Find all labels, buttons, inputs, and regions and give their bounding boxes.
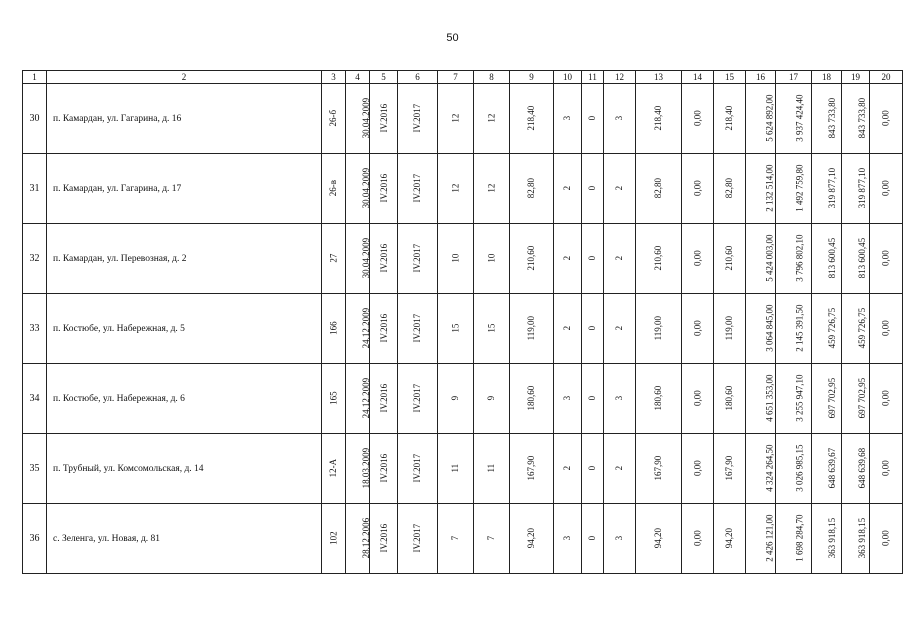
cell-c4	[346, 154, 370, 224]
column-number: 1	[23, 71, 47, 84]
column-number: 13	[636, 71, 682, 84]
cell-c12	[604, 154, 636, 224]
cell-value: 18.03.2009	[361, 448, 372, 489]
cell-value: IV.2016	[379, 454, 390, 483]
cell-c7	[438, 84, 474, 154]
cell-value: 843 733,80	[827, 98, 838, 139]
cell-c14	[682, 364, 714, 434]
cell-value: 11	[450, 464, 461, 473]
cell-value: 363 918,15	[827, 518, 838, 559]
cell-value: 0,00	[692, 460, 703, 477]
cell-value: 0,00	[692, 180, 703, 197]
cell-c10	[554, 364, 582, 434]
column-number: 16	[746, 71, 776, 84]
cell-value: IV.2017	[412, 384, 423, 413]
column-number: 3	[322, 71, 346, 84]
cell-value: IV.2017	[412, 174, 423, 203]
cell-c15	[714, 224, 746, 294]
cell-value: 5 424 003,00	[764, 234, 775, 283]
address-cell: п. Камардан, ул. Гагарина, д. 17	[47, 154, 322, 224]
cell-c15	[714, 294, 746, 364]
cell-c12	[604, 434, 636, 504]
cell-value: 9	[486, 396, 497, 401]
cell-value: 3	[562, 116, 573, 121]
column-number: 17	[776, 71, 812, 84]
cell-c3	[322, 434, 346, 504]
column-number: 9	[510, 71, 554, 84]
cell-c4	[346, 84, 370, 154]
cell-c17	[776, 294, 812, 364]
cell-value: 12	[486, 184, 497, 193]
cell-c3	[322, 364, 346, 434]
cell-value: 2	[614, 186, 625, 191]
cell-c10	[554, 434, 582, 504]
cell-c7	[438, 154, 474, 224]
column-number: 11	[582, 71, 604, 84]
column-number: 12	[604, 71, 636, 84]
cell-value: 2 426 121,00	[764, 514, 775, 563]
cell-c18	[812, 504, 842, 574]
cell-c20	[870, 154, 903, 224]
table-row	[23, 364, 903, 434]
housing-table	[22, 70, 903, 574]
cell-value: 94,20	[526, 528, 537, 549]
cell-value: IV.2017	[412, 454, 423, 483]
address-cell: п. Камардан, ул. Перевозная, д. 2	[47, 224, 322, 294]
cell-c11	[582, 224, 604, 294]
cell-value: 2	[614, 466, 625, 471]
cell-value: 210,60	[653, 246, 664, 271]
cell-value: 843 733,80	[857, 98, 868, 139]
cell-value: 102	[328, 531, 339, 546]
cell-value: 12	[450, 184, 461, 193]
cell-value: 0	[587, 536, 598, 541]
cell-c14	[682, 504, 714, 574]
column-number: 2	[47, 71, 322, 84]
cell-value: 0	[587, 186, 598, 191]
cell-c12	[604, 224, 636, 294]
cell-c3	[322, 224, 346, 294]
cell-c6	[398, 434, 438, 504]
cell-c11	[582, 294, 604, 364]
cell-c20	[870, 504, 903, 574]
cell-value: 459 726,75	[827, 308, 838, 349]
cell-value: 30.04.2009	[361, 98, 372, 139]
cell-value: 0	[587, 256, 598, 261]
cell-value: 27	[328, 254, 339, 263]
cell-c6	[398, 364, 438, 434]
cell-value: IV.2017	[412, 244, 423, 273]
cell-value: 4 324 264,50	[764, 444, 775, 493]
cell-value: 319 877,10	[827, 168, 838, 209]
cell-value: 459 726,75	[857, 308, 868, 349]
cell-value: 0,00	[880, 390, 891, 407]
cell-c6	[398, 294, 438, 364]
cell-c7	[438, 294, 474, 364]
cell-value: 0	[587, 396, 598, 401]
cell-c20	[870, 434, 903, 504]
cell-value: 10	[450, 254, 461, 263]
cell-value: 180,60	[526, 386, 537, 411]
cell-c9	[510, 364, 554, 434]
cell-c14	[682, 154, 714, 224]
cell-c8	[474, 154, 510, 224]
cell-value: 167,90	[653, 456, 664, 481]
cell-c3	[322, 84, 346, 154]
cell-value: 0	[587, 326, 598, 331]
cell-value: 0,00	[692, 390, 703, 407]
cell-c18	[812, 154, 842, 224]
cell-value: 24.12.2009	[361, 378, 372, 419]
cell-c6	[398, 504, 438, 574]
cell-c13	[636, 434, 682, 504]
cell-c19	[842, 84, 870, 154]
cell-c7	[438, 364, 474, 434]
cell-c8	[474, 84, 510, 154]
cell-value: 12	[450, 114, 461, 123]
cell-c19	[842, 504, 870, 574]
cell-c9	[510, 434, 554, 504]
cell-value: 24.12.2009	[361, 308, 372, 349]
cell-c3	[322, 154, 346, 224]
address-cell: п. Камардан, ул. Гагарина, д. 16	[47, 84, 322, 154]
cell-c7	[438, 224, 474, 294]
cell-value: 1 492 759,80	[794, 164, 805, 213]
cell-c13	[636, 504, 682, 574]
cell-value: 0,00	[880, 250, 891, 267]
cell-c20	[870, 364, 903, 434]
cell-value: 0,00	[880, 180, 891, 197]
cell-c17	[776, 154, 812, 224]
cell-value: IV.2017	[412, 104, 423, 133]
cell-value: 119,00	[724, 316, 735, 341]
cell-value: 0,00	[692, 110, 703, 127]
cell-c14	[682, 294, 714, 364]
cell-value: 0	[587, 466, 598, 471]
cell-c15	[714, 154, 746, 224]
cell-c8	[474, 504, 510, 574]
cell-c15	[714, 434, 746, 504]
cell-c11	[582, 154, 604, 224]
cell-value: 813 600,45	[827, 238, 838, 279]
cell-value: 3	[562, 396, 573, 401]
cell-value: 319 877,10	[857, 168, 868, 209]
cell-value: 1 698 284,70	[794, 514, 805, 563]
cell-value: 0,00	[880, 320, 891, 337]
cell-c3	[322, 504, 346, 574]
cell-c18	[812, 224, 842, 294]
cell-value: IV.2016	[379, 104, 390, 133]
cell-c4	[346, 224, 370, 294]
cell-c16	[746, 154, 776, 224]
cell-c5	[370, 224, 398, 294]
cell-value: 0,00	[692, 530, 703, 547]
cell-value: 0,00	[880, 110, 891, 127]
column-number: 15	[714, 71, 746, 84]
cell-value: 2 145 391,50	[794, 304, 805, 353]
cell-c8	[474, 294, 510, 364]
cell-c5	[370, 434, 398, 504]
cell-value: IV.2016	[379, 314, 390, 343]
cell-value: 30.04.2009	[361, 168, 372, 209]
cell-value: IV.2017	[412, 314, 423, 343]
table-row	[23, 154, 903, 224]
cell-value: IV.2016	[379, 384, 390, 413]
cell-value: 210,60	[724, 246, 735, 271]
table-row	[23, 294, 903, 364]
cell-value: 15	[486, 324, 497, 333]
table-row	[23, 84, 903, 154]
cell-value: 0	[587, 116, 598, 121]
cell-c11	[582, 84, 604, 154]
cell-c9	[510, 294, 554, 364]
cell-value: 3 796 802,10	[794, 234, 805, 283]
cell-c6	[398, 224, 438, 294]
cell-c14	[682, 434, 714, 504]
cell-c7	[438, 434, 474, 504]
column-number: 5	[370, 71, 398, 84]
cell-value: 3	[614, 116, 625, 121]
cell-c5	[370, 84, 398, 154]
cell-c16	[746, 504, 776, 574]
cell-value: 2	[562, 326, 573, 331]
cell-value: 3 255 947,10	[794, 374, 805, 423]
cell-value: 218,40	[724, 106, 735, 131]
cell-value: 166	[328, 321, 339, 336]
cell-c14	[682, 224, 714, 294]
cell-c12	[604, 84, 636, 154]
cell-c11	[582, 504, 604, 574]
cell-value: 2	[562, 256, 573, 261]
cell-c11	[582, 364, 604, 434]
cell-c15	[714, 504, 746, 574]
cell-c19	[842, 434, 870, 504]
address-cell: п. Костюбе, ул. Набережная, д. 6	[47, 364, 322, 434]
column-number: 10	[554, 71, 582, 84]
cell-c4	[346, 504, 370, 574]
cell-c18	[812, 84, 842, 154]
cell-value: 218,40	[526, 106, 537, 131]
cell-value: 180,60	[724, 386, 735, 411]
cell-c4	[346, 294, 370, 364]
cell-value: 28.12.2006	[361, 518, 372, 559]
table-row	[23, 224, 903, 294]
cell-value: 10	[486, 254, 497, 263]
address-cell: с. Зеленга, ул. Новая, д. 81	[47, 504, 322, 574]
column-number: 20	[870, 71, 903, 84]
cell-c10	[554, 294, 582, 364]
cell-c5	[370, 504, 398, 574]
cell-c8	[474, 224, 510, 294]
page-number: 50	[446, 32, 459, 44]
cell-value: 119,00	[653, 316, 664, 341]
cell-c19	[842, 364, 870, 434]
cell-value: 7	[450, 536, 461, 541]
cell-c7	[438, 504, 474, 574]
cell-value: 94,20	[653, 528, 664, 549]
cell-c10	[554, 504, 582, 574]
cell-value: 0,00	[692, 250, 703, 267]
cell-c17	[776, 504, 812, 574]
cell-c20	[870, 84, 903, 154]
cell-value: 3	[562, 536, 573, 541]
cell-value: 697 702,95	[857, 378, 868, 419]
cell-value: 9	[450, 396, 461, 401]
cell-c18	[812, 364, 842, 434]
column-number: 18	[812, 71, 842, 84]
cell-value: 82,80	[724, 178, 735, 199]
cell-value: 2	[562, 186, 573, 191]
cell-c9	[510, 224, 554, 294]
cell-c5	[370, 364, 398, 434]
column-number: 4	[346, 71, 370, 84]
cell-c9	[510, 84, 554, 154]
row-number: 35	[23, 434, 47, 504]
cell-value: 813 600,45	[857, 238, 868, 279]
cell-value: 0,00	[880, 530, 891, 547]
cell-c20	[870, 294, 903, 364]
cell-value: 210,60	[526, 246, 537, 271]
cell-c17	[776, 434, 812, 504]
cell-c11	[582, 434, 604, 504]
cell-value: 94,20	[724, 528, 735, 549]
cell-value: 3	[614, 396, 625, 401]
cell-value: 3 064 845,00	[764, 304, 775, 353]
cell-value: 26-в	[328, 180, 339, 197]
cell-value: 12	[486, 114, 497, 123]
column-number: 14	[682, 71, 714, 84]
cell-c4	[346, 364, 370, 434]
cell-value: IV.2017	[412, 524, 423, 553]
cell-value: 3 026 985,15	[794, 444, 805, 493]
column-number: 8	[474, 71, 510, 84]
cell-c20	[870, 224, 903, 294]
cell-value: 15	[450, 324, 461, 333]
row-number: 33	[23, 294, 47, 364]
cell-c15	[714, 364, 746, 434]
cell-c5	[370, 294, 398, 364]
cell-c13	[636, 294, 682, 364]
cell-value: 5 624 892,00	[764, 94, 775, 143]
cell-value: 3 937 424,40	[794, 94, 805, 143]
row-number: 30	[23, 84, 47, 154]
cell-value: 30.04.2009	[361, 238, 372, 279]
cell-value: 2	[614, 256, 625, 261]
cell-c13	[636, 224, 682, 294]
row-number: 32	[23, 224, 47, 294]
cell-c6	[398, 154, 438, 224]
cell-c17	[776, 84, 812, 154]
cell-c6	[398, 84, 438, 154]
cell-value: 648 639,68	[857, 448, 868, 489]
cell-c9	[510, 504, 554, 574]
cell-c12	[604, 504, 636, 574]
cell-c10	[554, 224, 582, 294]
cell-value: IV.2016	[379, 174, 390, 203]
table-row	[23, 434, 903, 504]
cell-value: 697 702,95	[827, 378, 838, 419]
cell-c13	[636, 154, 682, 224]
cell-c16	[746, 434, 776, 504]
cell-c13	[636, 364, 682, 434]
cell-c15	[714, 84, 746, 154]
cell-value: 363 918,15	[857, 518, 868, 559]
cell-c3	[322, 294, 346, 364]
cell-value: 165	[328, 391, 339, 406]
column-number: 19	[842, 71, 870, 84]
cell-value: 7	[486, 536, 497, 541]
cell-value: 119,00	[526, 316, 537, 341]
cell-c18	[812, 294, 842, 364]
cell-c9	[510, 154, 554, 224]
cell-value: 218,40	[653, 106, 664, 131]
column-number: 7	[438, 71, 474, 84]
column-number: 6	[398, 71, 438, 84]
cell-c10	[554, 154, 582, 224]
address-cell: п. Трубный, ул. Комсомольская, д. 14	[47, 434, 322, 504]
cell-c16	[746, 294, 776, 364]
cell-c12	[604, 364, 636, 434]
cell-value: 26-б	[328, 110, 339, 127]
cell-value: 167,90	[526, 456, 537, 481]
cell-value: 0,00	[692, 320, 703, 337]
cell-value: 2	[614, 326, 625, 331]
cell-value: 3	[614, 536, 625, 541]
cell-c8	[474, 364, 510, 434]
cell-value: 180,60	[653, 386, 664, 411]
cell-c13	[636, 84, 682, 154]
cell-value: IV.2016	[379, 524, 390, 553]
cell-c19	[842, 224, 870, 294]
cell-c19	[842, 154, 870, 224]
row-number: 31	[23, 154, 47, 224]
row-number: 36	[23, 504, 47, 574]
cell-value: 0,00	[880, 460, 891, 477]
cell-value: 167,90	[724, 456, 735, 481]
cell-value: 11	[486, 464, 497, 473]
cell-value: 2 132 514,00	[764, 164, 775, 213]
column-number-row	[23, 71, 903, 84]
cell-c5	[370, 154, 398, 224]
cell-value: 648 639,67	[827, 448, 838, 489]
cell-value: 82,80	[526, 178, 537, 199]
cell-c16	[746, 84, 776, 154]
row-number: 34	[23, 364, 47, 434]
cell-c4	[346, 434, 370, 504]
cell-c17	[776, 364, 812, 434]
cell-c10	[554, 84, 582, 154]
cell-c18	[812, 434, 842, 504]
cell-value: IV.2016	[379, 244, 390, 273]
cell-c16	[746, 364, 776, 434]
cell-c14	[682, 84, 714, 154]
cell-c8	[474, 434, 510, 504]
address-cell: п. Костюбе, ул. Набережная, д. 5	[47, 294, 322, 364]
cell-value: 12-А	[328, 459, 339, 478]
cell-c16	[746, 224, 776, 294]
cell-value: 2	[562, 466, 573, 471]
table-row	[23, 504, 903, 574]
cell-c19	[842, 294, 870, 364]
cell-c12	[604, 294, 636, 364]
cell-c17	[776, 224, 812, 294]
cell-value: 82,80	[653, 178, 664, 199]
cell-value: 4 651 353,00	[764, 374, 775, 423]
